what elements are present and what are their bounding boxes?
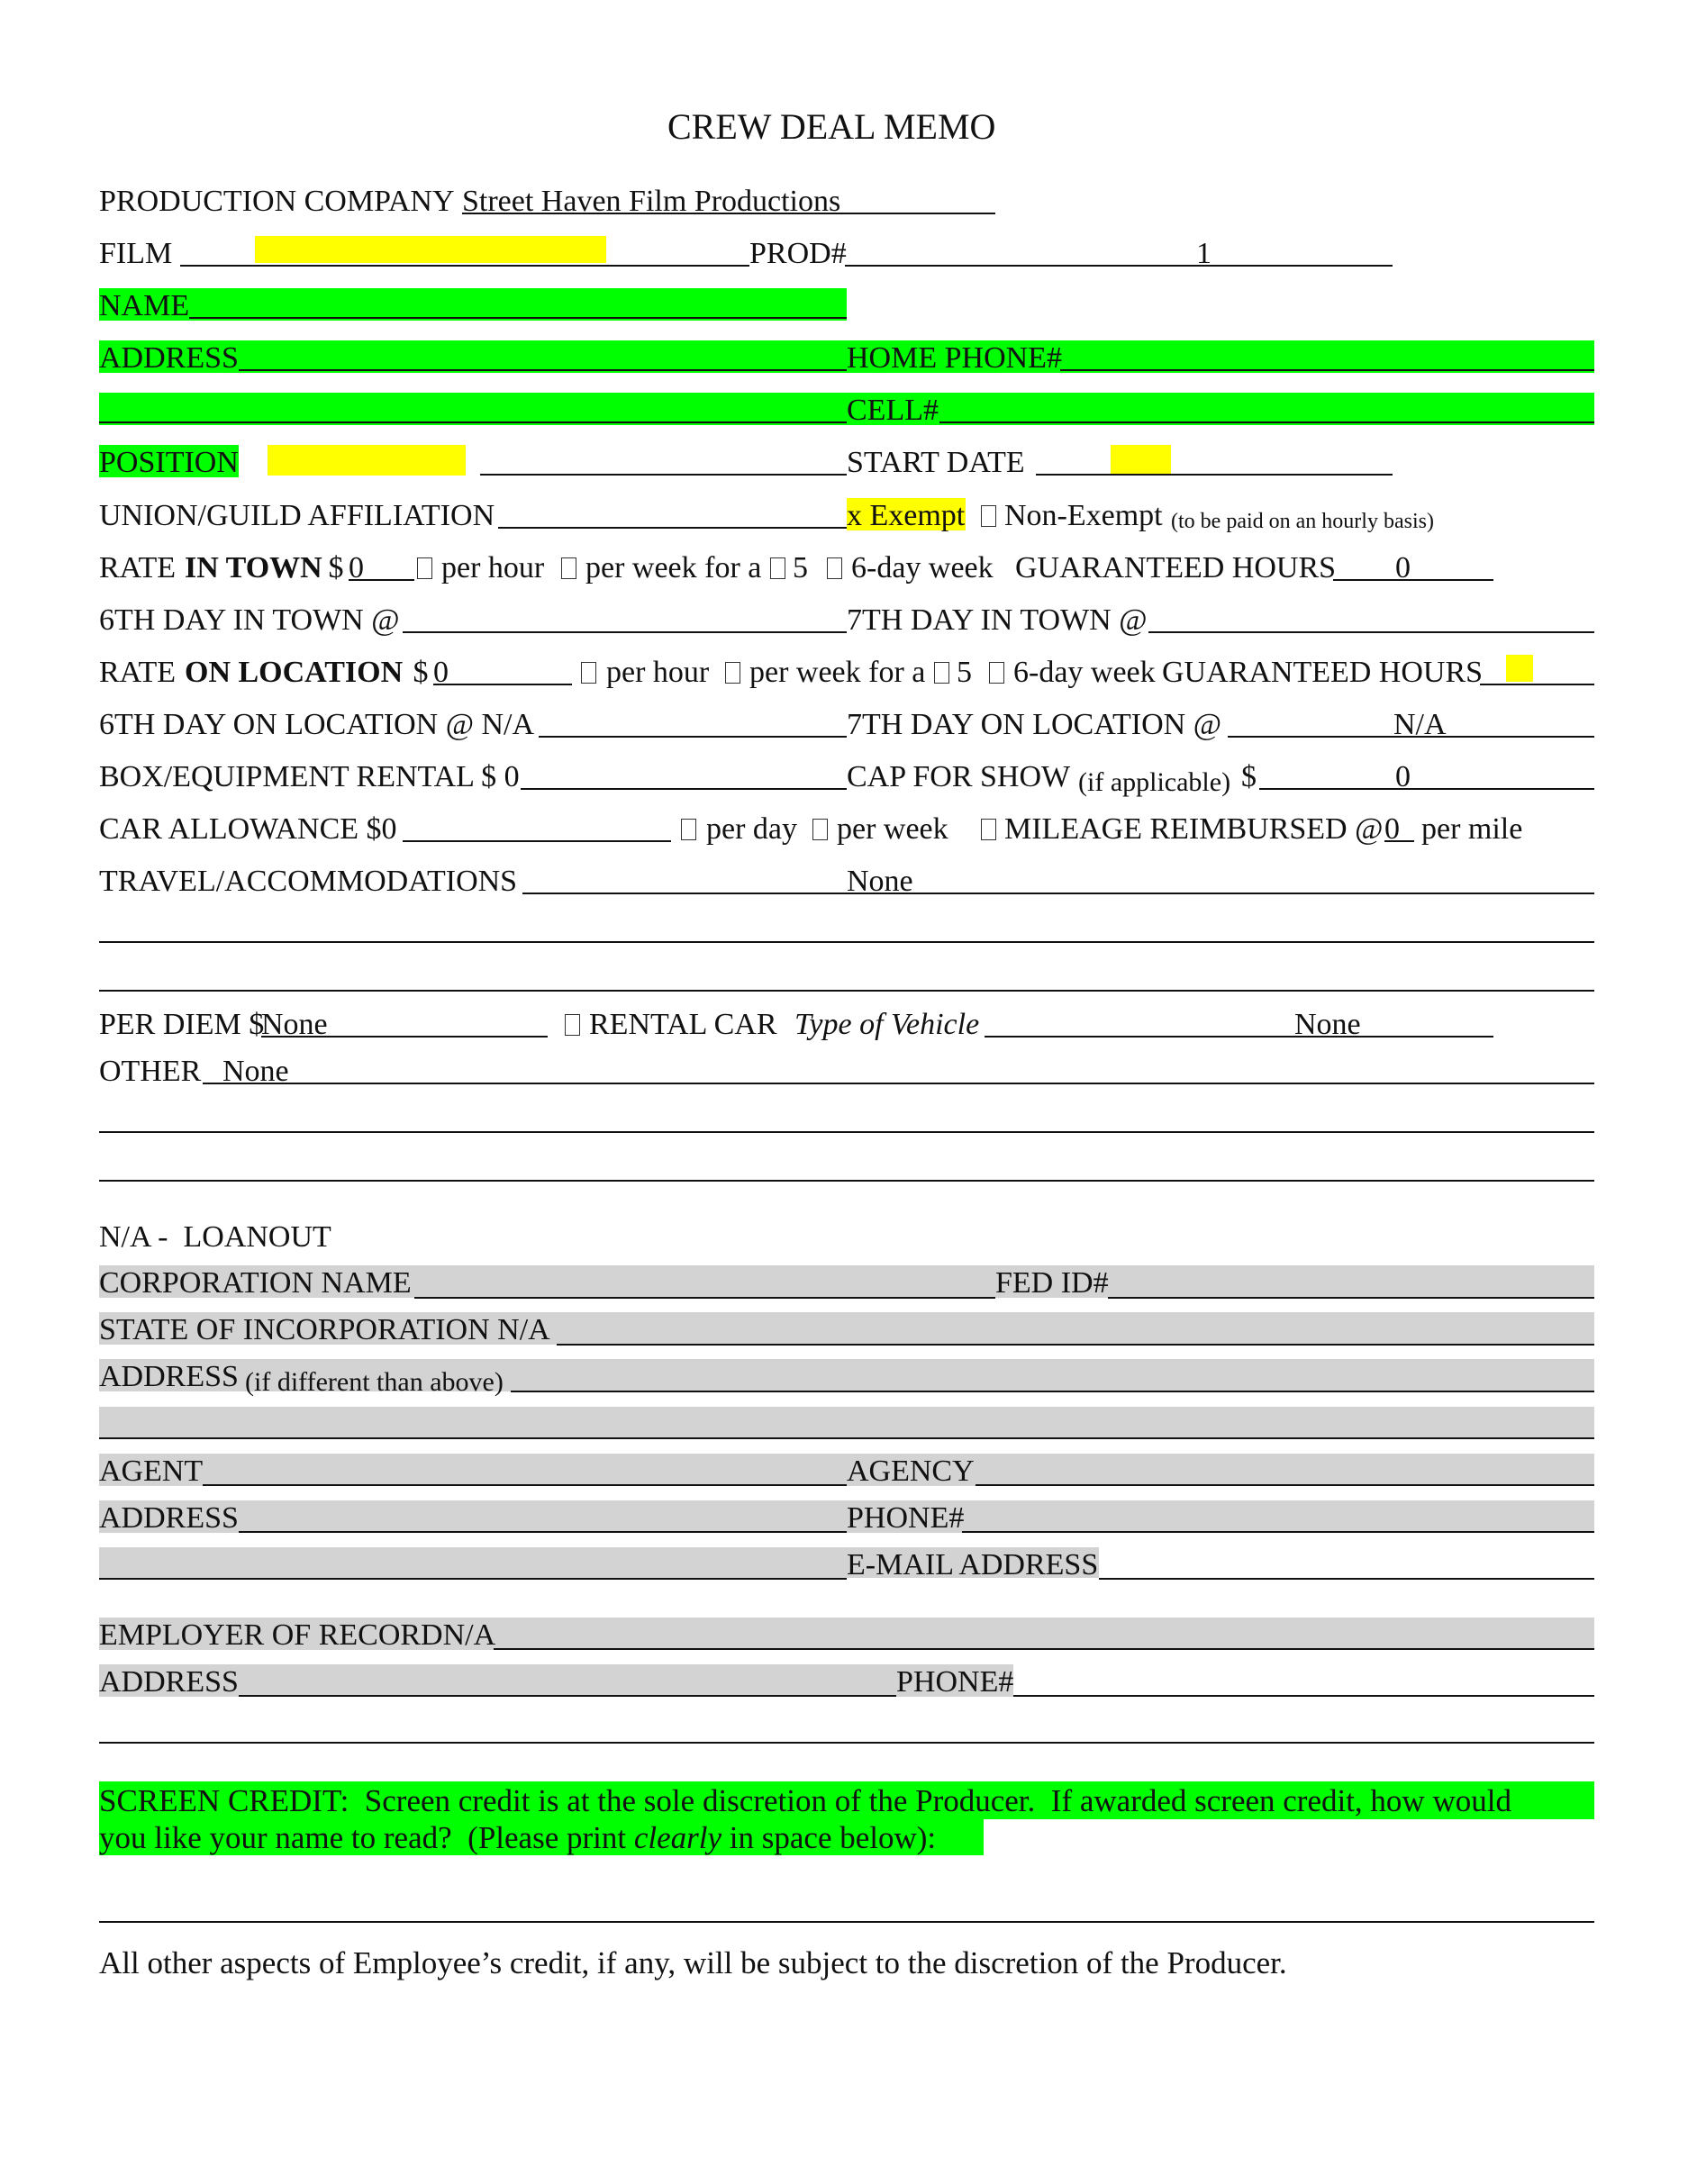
vehicle-type-label: Type of Vehicle: [794, 1008, 980, 1041]
seventh-day-location-label: 7TH DAY ON LOCATION @: [847, 708, 1222, 741]
other-label: OTHER: [99, 1055, 202, 1088]
employer-label: EMPLOYER OF RECORDN/A: [99, 1618, 496, 1652]
prod-line[interactable]: [845, 265, 1393, 267]
agent-address-line-2[interactable]: [99, 1578, 847, 1580]
position-line[interactable]: [480, 474, 847, 476]
corporation-name-line[interactable]: [414, 1297, 995, 1299]
rate-in-town-value[interactable]: 0: [349, 551, 364, 585]
seventh-day-town-line[interactable]: [1148, 631, 1594, 633]
rate-location-line: [433, 684, 572, 685]
town-five-day-checkbox[interactable]: [770, 557, 785, 579]
fed-id-line[interactable]: [1108, 1297, 1594, 1299]
film-highlight: [255, 236, 606, 263]
name-line[interactable]: [189, 317, 847, 319]
per-diem-line: [261, 1036, 548, 1038]
agency-label: AGENCY: [847, 1454, 975, 1488]
cap-for-show-label: CAP FOR SHOW: [847, 760, 1071, 793]
location-per-week-label: per week for a: [749, 656, 926, 689]
union-label: UNION/GUILD AFFILIATION: [99, 499, 495, 532]
agent-email-line[interactable]: [1099, 1578, 1594, 1580]
travel-line-3[interactable]: [99, 990, 1594, 992]
cap-for-show-currency: $: [1241, 760, 1257, 793]
mileage-label: MILEAGE REIMBURSED @: [1004, 812, 1384, 846]
car-per-week-checkbox[interactable]: [812, 819, 828, 840]
agent-phone-line[interactable]: [962, 1531, 1594, 1533]
address-line[interactable]: [239, 369, 847, 371]
per-diem-value[interactable]: None: [261, 1008, 328, 1041]
union-line[interactable]: [498, 527, 847, 529]
per-diem-label: PER DIEM $: [99, 1008, 265, 1041]
rental-car-checkbox[interactable]: [565, 1014, 580, 1036]
rate-location-value[interactable]: 0: [433, 656, 449, 689]
rate-in-town-line: [349, 579, 414, 581]
other-value: None: [222, 1055, 289, 1088]
agent-email-label: E-MAIL ADDRESS: [847, 1548, 1099, 1581]
box-rental-line[interactable]: [521, 788, 847, 790]
town-five-label: 5: [793, 551, 808, 585]
rate-location-currency: $: [405, 656, 429, 689]
screen-credit-name-line[interactable]: [99, 1921, 1594, 1923]
location-per-week-checkbox[interactable]: [725, 662, 740, 684]
start-date-label: START DATE: [847, 446, 1025, 479]
location-per-hour-label: per hour: [606, 656, 710, 689]
prod-label: PROD#: [749, 237, 847, 270]
town-six-day-checkbox[interactable]: [827, 557, 842, 579]
film-label: FILM: [99, 237, 173, 270]
employer-address-label: ADDRESS: [99, 1665, 239, 1699]
per-mile-label: per mile: [1421, 812, 1523, 846]
page-title: CREW DEAL MEMO: [667, 106, 996, 147]
town-per-week-label: per week for a: [585, 551, 762, 585]
travel-value: None: [847, 865, 913, 898]
car-per-day-checkbox[interactable]: [681, 819, 696, 840]
start-date-highlight: [1111, 445, 1171, 474]
address-line-2[interactable]: [99, 421, 847, 423]
employer-address-line[interactable]: [239, 1695, 896, 1697]
film-line[interactable]: [180, 265, 749, 267]
non-exempt-label: Non-Exempt: [1004, 499, 1163, 532]
home-phone-label: HOME PHONE#: [847, 341, 1062, 375]
non-exempt-checkbox[interactable]: [981, 505, 996, 527]
fed-id-label: FED ID#: [995, 1266, 1109, 1300]
sixth-day-town-label: 6TH DAY IN TOWN @: [99, 603, 400, 637]
cap-for-show-line[interactable]: [1259, 788, 1594, 790]
rate-in-town-currency: $: [321, 551, 344, 585]
location-six-day-checkbox[interactable]: [989, 662, 1004, 684]
position-label: POSITION: [99, 446, 239, 479]
mileage-checkbox[interactable]: [981, 819, 996, 840]
town-six-day-label: 6-day week: [851, 551, 994, 585]
vehicle-type-value: None: [1294, 1008, 1361, 1041]
other-line[interactable]: [203, 1083, 1594, 1084]
start-date-line[interactable]: [1036, 474, 1393, 476]
mileage-value[interactable]: 0: [1384, 812, 1400, 846]
travel-label: TRAVEL/ACCOMMODATIONS: [99, 865, 518, 898]
other-line-2[interactable]: [99, 1131, 1594, 1133]
agent-address-line[interactable]: [239, 1531, 847, 1533]
loanout-heading: N/A - LOANOUT: [99, 1220, 331, 1254]
loanout-address-line-2[interactable]: [99, 1437, 1594, 1439]
production-company-value[interactable]: Street Haven Film Productions: [462, 185, 841, 218]
rate-location-pre: RATE: [99, 656, 184, 689]
screen-credit-line-2-emphasis: clearly: [633, 1820, 722, 1855]
town-per-week-checkbox[interactable]: [561, 557, 576, 579]
state-incorporation-line[interactable]: [557, 1344, 1594, 1346]
cap-for-show-note: (if applicable): [1078, 767, 1231, 797]
location-guaranteed-line[interactable]: [1480, 684, 1594, 685]
seventh-day-location-value: N/A: [1393, 708, 1447, 741]
location-per-hour-checkbox[interactable]: [581, 662, 596, 684]
town-per-hour-label: per hour: [441, 551, 545, 585]
employer-line[interactable]: [494, 1648, 1594, 1650]
employer-line-2[interactable]: [99, 1742, 1594, 1744]
town-per-hour-checkbox[interactable]: [417, 557, 432, 579]
address-label: ADDRESS: [99, 341, 239, 375]
production-company-line: [462, 213, 995, 214]
mileage-line: [1384, 840, 1414, 842]
name-highlight: [99, 288, 847, 321]
travel-line-2[interactable]: [99, 941, 1594, 943]
agent-line[interactable]: [203, 1484, 847, 1486]
town-guaranteed-label: GUARANTEED HOURS: [1015, 551, 1337, 585]
prod-value: 1: [1196, 237, 1212, 270]
sixth-day-location-line[interactable]: [539, 736, 847, 738]
other-line-3[interactable]: [99, 1180, 1594, 1182]
loanout-address-line[interactable]: [511, 1391, 1594, 1392]
loanout-address-label: ADDRESS: [99, 1360, 239, 1393]
screen-credit-line-1: SCREEN CREDIT: Screen credit is at the sole discretion of the Producer. If awarded screen credit, how would: [99, 1783, 1511, 1818]
position-value-highlight: [268, 445, 466, 476]
credit-footer-note: All other aspects of Employee’s credit, if any, will be subject to the discretion of the Producer.: [99, 1945, 1287, 1980]
corporation-name-label: CORPORATION NAME: [99, 1266, 412, 1300]
employer-phone-label: PHONE#: [896, 1665, 1014, 1699]
name-label: NAME: [99, 289, 190, 322]
location-guaranteed-highlight: [1506, 655, 1533, 682]
location-six-day-label: 6-day week: [1013, 656, 1156, 689]
rate-in-town-pre: RATE: [99, 551, 184, 585]
non-exempt-note: (to be paid on an hourly basis): [1171, 510, 1434, 533]
agent-label: AGENT: [99, 1454, 204, 1488]
location-five-label: 5: [957, 656, 972, 689]
vehicle-type-line[interactable]: [985, 1036, 1493, 1038]
home-phone-line[interactable]: [1060, 369, 1594, 371]
cell-label: CELL#: [847, 394, 939, 427]
employer-phone-line[interactable]: [1013, 1695, 1594, 1697]
production-company-label: PRODUCTION COMPANY: [99, 185, 455, 218]
screen-credit-line-2-post: in space below):: [721, 1820, 937, 1855]
sixth-day-town-line[interactable]: [403, 631, 847, 633]
travel-line[interactable]: [522, 893, 1594, 894]
loanout-address-note: (if different than above): [245, 1367, 504, 1397]
state-incorporation-label: STATE OF INCORPORATION N/A: [99, 1313, 550, 1346]
town-guaranteed-line[interactable]: [1333, 579, 1493, 581]
exempt-option[interactable]: x Exempt: [847, 499, 966, 532]
car-allowance-line[interactable]: [403, 840, 671, 842]
car-per-day-label: per day: [706, 812, 798, 846]
car-per-week-label: per week: [837, 812, 948, 846]
loanout-address-2-shade: [99, 1407, 1594, 1437]
screen-credit-line-2: [99, 1820, 936, 1856]
screen-credit-line-2-pre: you like your name to read? (Please print: [99, 1820, 634, 1855]
cap-for-show-value: 0: [1395, 760, 1411, 793]
cell-line[interactable]: [939, 421, 1594, 423]
seventh-day-town-label: 7TH DAY IN TOWN @: [847, 603, 1148, 637]
rental-car-label: RENTAL CAR: [589, 1008, 777, 1041]
location-guaranteed-label: GUARANTEED HOURS: [1162, 656, 1484, 689]
town-guaranteed-value: 0: [1395, 551, 1411, 585]
agency-line[interactable]: [976, 1484, 1594, 1486]
box-rental-label: BOX/EQUIPMENT RENTAL $ 0: [99, 760, 520, 793]
rate-in-town-bold: IN TOWN: [185, 551, 322, 585]
agent-phone-label: PHONE#: [847, 1501, 965, 1535]
car-allowance-label: CAR ALLOWANCE $0: [99, 812, 397, 846]
location-five-day-checkbox[interactable]: [934, 662, 949, 684]
agent-address-label: ADDRESS: [99, 1501, 239, 1535]
sixth-day-location-label: 6TH DAY ON LOCATION @ N/A: [99, 708, 535, 741]
rate-location-bold: ON LOCATION: [185, 656, 404, 689]
